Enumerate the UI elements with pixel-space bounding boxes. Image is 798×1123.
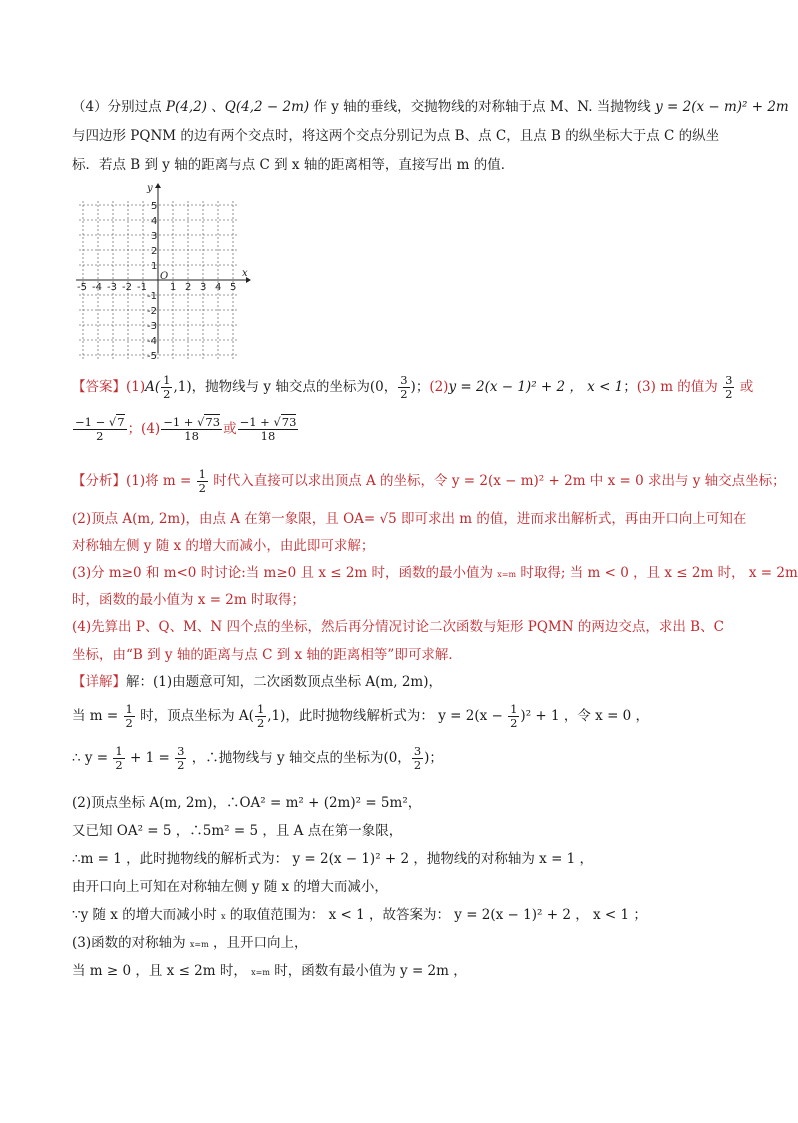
- frac-den: 2: [413, 758, 422, 772]
- frac-den: 2: [96, 429, 104, 443]
- detail-text: ,1)，此时抛物线解析式为： y = 2(x −: [267, 708, 508, 724]
- fraction-sqrt73-a: $\frac{-1 + √73}{18}$: [163, 415, 221, 443]
- sqrt-arg: 73: [205, 415, 221, 429]
- frac-num: 3: [413, 744, 422, 758]
- analysis-tag: 【分析】: [72, 473, 126, 489]
- detail-text: (3)函数的对称轴为: [72, 935, 190, 951]
- frac-num: −1 −: [75, 415, 109, 429]
- analysis-text: (1)将 m =: [126, 473, 196, 489]
- frac-num: −1 +: [163, 415, 198, 429]
- detail-small: x=m: [189, 940, 209, 949]
- analysis-text: 时取得; 当 m < 0 ，且 x ≤ 2m 时， x = 2m: [516, 565, 798, 581]
- fraction-three-halves: [723, 374, 734, 401]
- point-p: P(4,2): [165, 99, 207, 115]
- fraction-three-halves: [412, 745, 423, 772]
- problem-line-2: 与四边形 PQNM 的边有两个交点时，将这两个交点分别记为点 B、点 C，且点 B 的纵坐标大于点 C 的纵坐: [72, 128, 720, 144]
- x-tick-label: 5: [230, 282, 237, 293]
- analysis-text: (3)分 m≥0 和 m<0 时讨论:当 m≥0 且 x ≤ 2m 时，函数的最小值为: [72, 565, 498, 581]
- point-q: Q(4,2 − 2m): [224, 99, 310, 115]
- frac-num: 1: [115, 744, 123, 758]
- analysis-line-3: 对称轴左侧 y 随 x 的增大而减小，由此即可求解；: [72, 538, 375, 554]
- frac-num: 1: [163, 373, 171, 387]
- detail-line-1: [72, 672, 442, 692]
- sqrt-arg: 7: [117, 415, 125, 429]
- fraction-sqrt73-b: $\frac{-1 + √73}{18}$: [239, 415, 297, 443]
- problem-text: （4）分别过点: [72, 99, 166, 115]
- answer-point-a-tail: ,1): [173, 379, 192, 395]
- fraction-neg-sqrt7: $\frac{-1 - √7}{2}$: [75, 415, 125, 443]
- y-tick-label: 5: [151, 201, 158, 212]
- x-tick-label: -3: [107, 282, 117, 293]
- origin-label: O: [160, 271, 169, 282]
- x-tick-label: 2: [185, 282, 192, 293]
- frac-den: 2: [256, 716, 265, 730]
- detail-text: 时，函数有最小值为 y = 2m ，: [269, 963, 467, 979]
- fraction-three-halves: [398, 374, 409, 401]
- problem-sep: 、: [206, 99, 225, 115]
- x-tick-label: 3: [200, 282, 207, 293]
- y-tick-label: 4: [151, 216, 158, 227]
- x-tick-label: 4: [215, 282, 222, 293]
- y-tick-label: 3: [151, 231, 158, 242]
- frac-den: 2: [198, 481, 206, 495]
- detail-text: 的取值范围为： x < 1 ，故答案为： y = 2(x − 1)² + 2 ， x < 1 ；: [225, 907, 647, 923]
- coordinate-grid: [74, 183, 252, 362]
- frac-num: 1: [125, 702, 133, 716]
- y-axis-label: y: [147, 183, 153, 194]
- y-axis-arrow: [155, 183, 161, 188]
- detail-text: )；: [424, 750, 443, 766]
- frac-num: 3: [177, 744, 185, 758]
- frac-den: 2: [177, 758, 185, 772]
- answer-part-2: (2): [429, 379, 449, 395]
- detail-text: 当 m ≥ 0 ，且 x ≤ 2m 时，: [72, 963, 252, 979]
- frac-den: 2: [400, 387, 408, 401]
- answer-equation-2: y = 2(x − 1)² + 2 ， x < 1: [448, 379, 624, 395]
- fraction-half: [508, 703, 519, 730]
- fraction-half: [113, 745, 124, 772]
- frac-num: 3: [725, 373, 733, 387]
- frac-den: 2: [725, 387, 733, 401]
- frac-den: 2: [510, 716, 518, 730]
- detail-text: + 1 =: [125, 750, 175, 766]
- detail-line-10: [72, 961, 467, 983]
- x-tick-label: -5: [77, 282, 87, 293]
- x-axis-label: x: [242, 268, 248, 279]
- answer-line-1: [72, 374, 753, 401]
- answer-text: m 的值为: [655, 379, 723, 395]
- frac-num: 3: [400, 373, 408, 387]
- frac-den: 2: [163, 387, 171, 401]
- x-tick-label: -2: [122, 282, 132, 293]
- analysis-line-4: [72, 563, 798, 585]
- fraction-half: [197, 468, 208, 495]
- problem-line-3: 标．若点 B 到 y 轴的距离与点 C 到 x 轴的距离相等，直接写出 m 的值．: [72, 157, 515, 173]
- problem-text: 作 y 轴的垂线，交抛物线的对称轴于点 M、N. 当抛物线: [309, 99, 656, 115]
- frac-num: 1: [510, 702, 518, 716]
- frac-den: 18: [184, 429, 199, 443]
- y-tick-label: -1: [147, 291, 157, 302]
- detail-text: ∴ y =: [72, 750, 113, 766]
- analysis-line-1: [72, 468, 786, 495]
- detail-line-3: [72, 745, 443, 772]
- x-tick-label: 1: [170, 282, 177, 293]
- detail-line-4: (2)顶点坐标 A(m, 2m)，∴OA² = m² + (2m)² = 5m²，: [72, 795, 422, 811]
- detail-text: 当 m =: [72, 708, 123, 724]
- analysis-line-2: (2)顶点 A(m, 2m)，由点 A 在第一象限，且 OA= √5 即可求出 m 的值，进而求出解析式，再由开口向上可知在: [72, 511, 747, 527]
- answer-or: 或: [223, 421, 237, 437]
- answer-line-2: [72, 414, 299, 444]
- y-tick-label: -3: [147, 321, 157, 332]
- problem-line-1: [72, 97, 789, 117]
- detail-small: x: [221, 912, 226, 921]
- analysis-line-5: 时，函数的最小值为 x = 2m 时取得；: [72, 592, 305, 608]
- answer-text: ；: [623, 379, 637, 395]
- fraction-half: [255, 703, 266, 730]
- y-tick-label: 2: [151, 246, 158, 257]
- parabola-equation: y = 2(x − m)² + 2m: [655, 99, 789, 115]
- answer-point-a: A(: [145, 379, 161, 395]
- detail-text: ，∴抛物线与 y 轴交点的坐标为(0，: [187, 750, 411, 766]
- answer-text: )；: [410, 379, 430, 395]
- answer-tag: 【答案】: [72, 379, 126, 395]
- detail-text: ∵y 随 x 的增大而减小时: [72, 907, 221, 923]
- sqrt-arg: 73: [281, 415, 297, 429]
- y-tick-label: 1: [151, 261, 158, 272]
- grid-svg: [74, 183, 252, 362]
- answer-part-1: (1): [126, 379, 146, 395]
- fraction-half: [124, 703, 135, 730]
- fraction-half: [161, 374, 172, 401]
- y-tick-label: -2: [147, 306, 157, 317]
- frac-den: 2: [125, 716, 133, 730]
- answer-or: 或: [735, 379, 754, 395]
- x-tick-label: -1: [137, 282, 147, 293]
- detail-line-8: [72, 905, 647, 927]
- detail-small: x=m: [251, 968, 270, 977]
- frac-num: 1: [256, 702, 265, 716]
- answer-part-3: (3): [636, 379, 656, 395]
- detail-text: 时，顶点坐标为 A(: [135, 708, 254, 724]
- answer-text: ，抛物线与 y 轴交点的坐标为(0，: [191, 379, 398, 395]
- detail-text: )² + 1 ，令 x = 0 ，: [520, 708, 650, 724]
- detail-line-6: ∴m = 1 ，此时抛物线的解析式为： y = 2(x − 1)² + 2 ，抛物线的对称轴为 x = 1 ，: [72, 851, 594, 867]
- fraction-three-halves: [175, 745, 186, 772]
- x-tick-label: -4: [92, 282, 102, 293]
- analysis-text: 时代入直接可以求出顶点 A 的坐标，令 y = 2(x − m)² + 2m 中 x = 0 求出与 y 轴交点坐标；: [208, 473, 786, 489]
- frac-den: 2: [115, 758, 123, 772]
- detail-line-7: 由开口向上可知在对称轴左侧 y 随 x 的增大而减小，: [72, 879, 388, 895]
- frac-num: −1 +: [239, 415, 274, 429]
- analysis-line-6: (4)先算出 P、Q、M、N 四个点的坐标，然后再分情况讨论二次函数与矩形 PQMN 的两边交点，求出 B、C: [72, 619, 724, 635]
- detail-line-2: [72, 703, 649, 730]
- analysis-line-7: 坐标，由“B 到 y 轴的距离与点 C 到 x 轴的距离相等”即可求解．: [72, 647, 462, 663]
- detail-text: ，且开口向上，: [208, 935, 308, 951]
- analysis-small: x=m: [497, 570, 517, 579]
- answer-part-4: ；(4): [127, 421, 161, 437]
- detail-line-5: 又已知 OA² = 5 ，∴5m² = 5 ，且 A 点在第一象限，: [72, 823, 403, 839]
- detail-tag: 【详解】: [72, 674, 126, 690]
- y-tick-label: -5: [147, 351, 157, 362]
- frac-num: 1: [198, 467, 206, 481]
- detail-line-9: [72, 933, 308, 955]
- y-tick-label: -4: [147, 336, 157, 347]
- frac-den: 18: [260, 429, 276, 443]
- detail-text: 解：(1)由题意可知，二次函数顶点坐标 A(m, 2m)，: [126, 674, 442, 690]
